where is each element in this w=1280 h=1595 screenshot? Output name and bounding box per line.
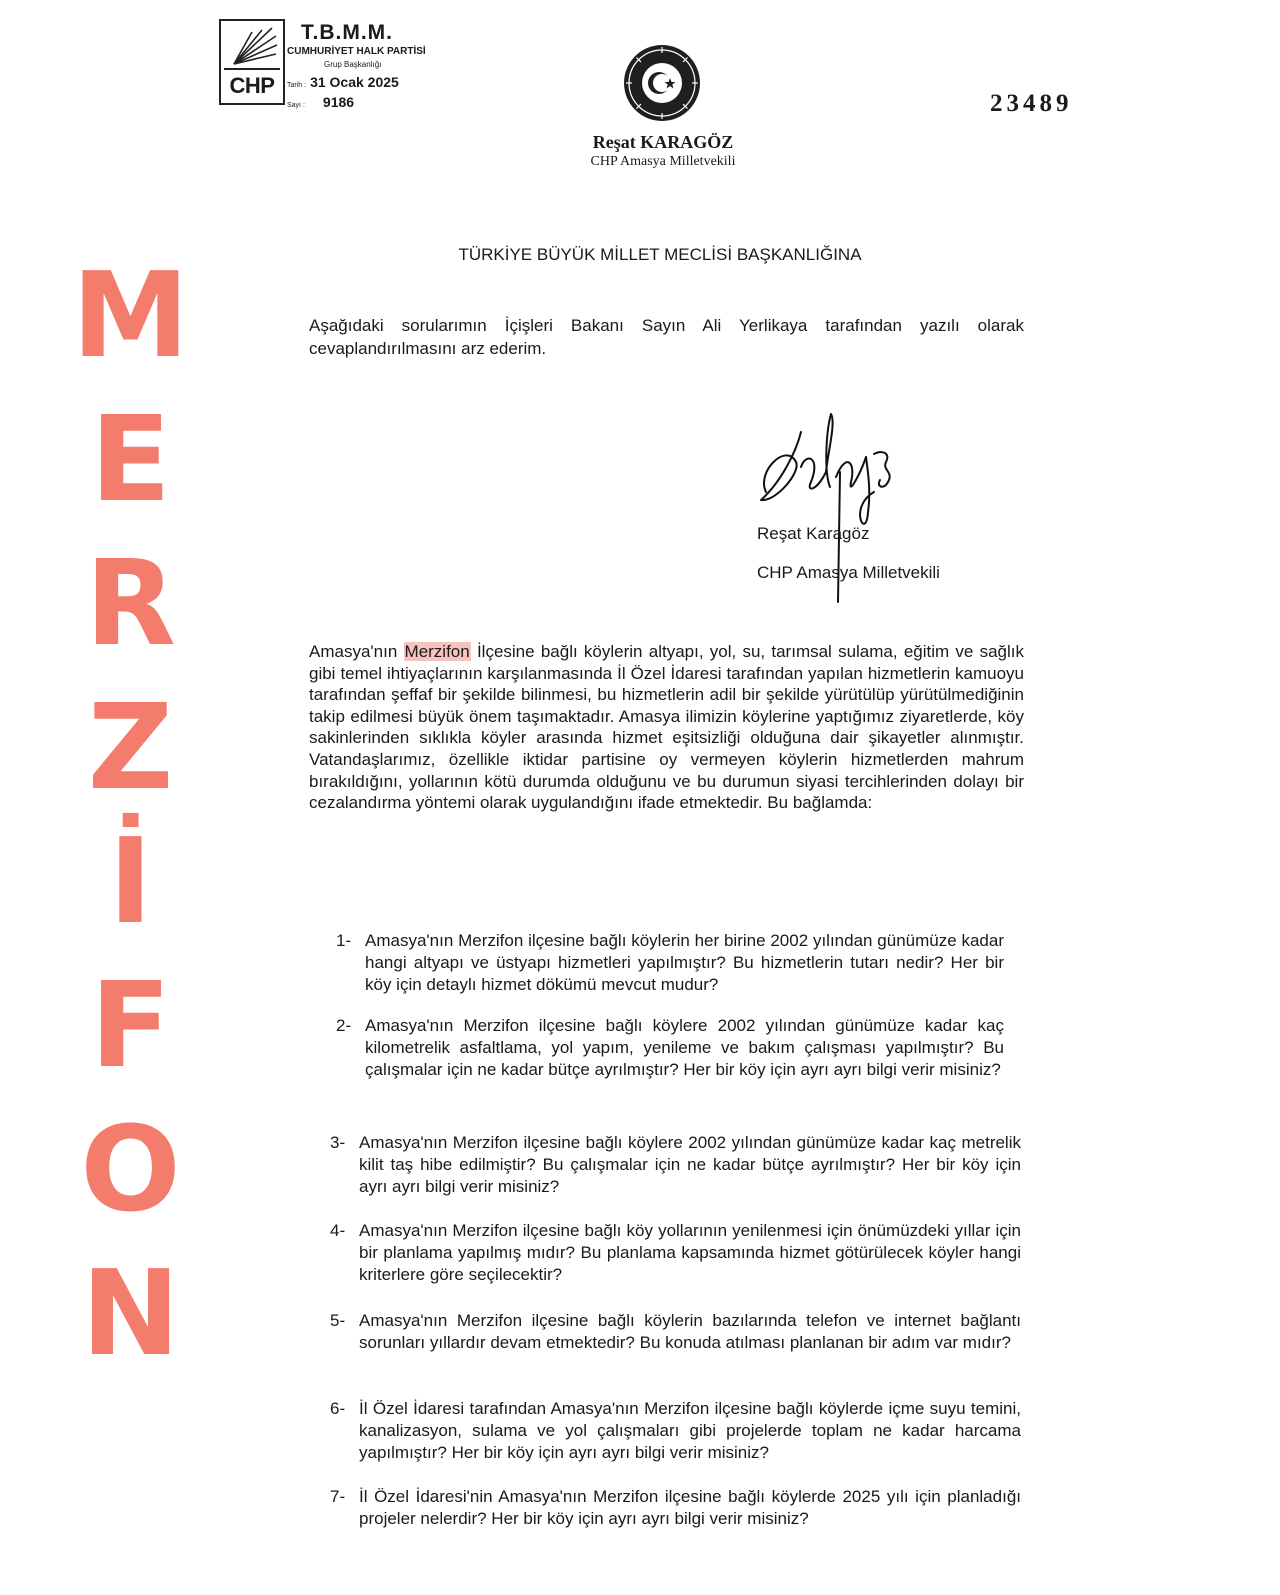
question-text: Amasya'nın Merzifon ilçesine bağlı köy yollarının yenilenmesi için önümüzdeki yıllar için bir planlama yapılmış mıdır? Bu planlama kapsamında hizmet götürülecek köyler hangi kriterlere göre seçilecektir? — [359, 1221, 1021, 1284]
question-number: 2- — [336, 1016, 352, 1035]
intro-paragraph: Aşağıdaki sorularımın İçişleri Bakanı Sayın Ali Yerlikaya tarafından yazılı olarak cevaplandırılmasını arz ederim. — [309, 316, 1024, 358]
question-item — [336, 1015, 1004, 1081]
registry-stamp — [219, 19, 429, 110]
highlighted-word: Merzifon — [404, 642, 470, 661]
stamp-number-row — [287, 94, 354, 110]
body-text: İlçesine bağlı köylerin altyapı, yol, su, tarımsal sulama, eğitim ve sağlık gibi temel ihtiyaçlarının karşılanmasında İl Özel İdaresi tarafından yapılan hizmetlerin kamuoyu tarafından şeffaf bir şekilde bilinmesi, bu hizmetlerin adil bir şekilde yürütülüp yürütülmediğinin takip edilmesi büyük önem taşımaktadır. Amasya ilimizin köylerine yaptığımız ziyaretlerde, köy sakinlerinden sıklıkla köyler arasında hizmet eşitsizliği olduğuna dair şikayetler alınmıştır. Vatandaşlarımız, özellikle iktidar partisine oy vermeyen köylerin hizmetlerden mahrum bırakıldığını, yollarının kötü durumda olduğunu ve bu durumun siyasi tercihlerinden dolayı bir cezalandırma yöntemi olarak uygulandığını ifade etmektedir. Bu bağlamda: — [309, 642, 1025, 813]
body-prefix: Amasya'nın — [309, 642, 404, 661]
question-item — [330, 1132, 1021, 1198]
side-title-letter: M — [71, 246, 190, 384]
stamp-institution: T.B.M.M. — [301, 21, 393, 44]
side-title-letter: E — [90, 390, 171, 528]
question-number: 7- — [330, 1487, 346, 1506]
mp-header — [560, 132, 766, 170]
side-title-letter: Z — [87, 678, 174, 816]
stamp-number: 9186 — [322, 94, 355, 110]
side-title-letter: O — [80, 1100, 181, 1238]
question-number: 5- — [330, 1311, 346, 1330]
question-item — [336, 930, 1004, 996]
stamp-date: 31 Ocak 2025 — [310, 74, 399, 90]
side-title-letter: F — [90, 956, 171, 1094]
chp-logo-text: CHP — [229, 73, 275, 98]
question-text: İl Özel İdaresi'nin Amasya'nın Merzifon ilçesine bağlı köylerde 2025 yılı için planladığı projeler nelerdir? Her bir köy için ayrı ayrı bilgi verir misiniz? — [359, 1487, 1021, 1528]
question-number: 1- — [336, 931, 352, 950]
stamp-group: Grup Başkanlığı — [324, 60, 382, 69]
question-number: 3- — [330, 1133, 346, 1152]
question-text: İl Özel İdaresi tarafından Amasya'nın Merzifon ilçesine bağlı köylerde içme suyu temini, kanalizasyon, sulama ve yol çalışmaları gibi projelerde toplam ne kadar harcama yapılmıştır? Her bir köy için ayrı ayrı bilgi verir misiniz? — [359, 1399, 1021, 1462]
six-arrows-icon — [224, 24, 280, 70]
signature-name: Reşat Karagöz — [757, 524, 870, 543]
stamp-number-label: Sayı : — [287, 102, 305, 109]
body-paragraph — [309, 641, 1024, 814]
question-number: 6- — [330, 1399, 346, 1418]
stamp-party: CUMHURİYET HALK PARTİSİ — [287, 46, 426, 57]
side-title-letter: R — [85, 534, 176, 672]
side-title-letter: N — [81, 1244, 180, 1382]
question-text: Amasya'nın Merzifon ilçesine bağlı köylerin bazılarında telefon ve internet bağlantı sorunları yıllardır devam etmektedir? Bu konuda atılması planlanan bir adım var mıdır? — [359, 1311, 1021, 1352]
question-item — [330, 1310, 1021, 1354]
question-text: Amasya'nın Merzifon ilçesine bağlı köylerin her birine 2002 yılından günümüze kadar hangi altyapı ve üstyapı hizmetleri yapılmıştır? Bu hizmetlerin tutarı nedir? Her bir köy için detaylı hizmet dökümü mevcut mudur? — [365, 931, 1004, 994]
stamp-date-row — [287, 74, 399, 90]
question-item — [330, 1486, 1021, 1530]
mp-name: Reşat KARAGÖZ — [592, 132, 734, 152]
chp-logo — [219, 19, 285, 105]
question-text: Amasya'nın Merzifon ilçesine bağlı köylere 2002 yılından günümüze kadar kaç kilometrelik asfaltlama, yol yapım, yenileme ve bakım çalışması yapılmıştır? Bu çalışmalar için ne kadar bütçe ayrılmıştır? Her bir köy için ayrı ayrı bilgi verir misiniz? — [365, 1016, 1004, 1079]
stamp-date-label: Tarih : — [287, 82, 307, 89]
question-item — [330, 1398, 1021, 1464]
question-item — [330, 1220, 1021, 1286]
mp-title: CHP Amasya Milletvekili — [590, 154, 736, 169]
document-number: 23489 — [990, 90, 1073, 117]
question-number: 4- — [330, 1221, 346, 1240]
tbmm-seal-icon — [622, 43, 702, 123]
side-title — [68, 230, 193, 1382]
signature-title: CHP Amasya Milletvekili — [757, 563, 940, 582]
question-text: Amasya'nın Merzifon ilçesine bağlı köylere 2002 yılından günümüze kadar kaç metrelik kilit taş hibe edilmiştir? Bu çalışmalar için ne kadar bütçe ayrılmıştır? Her bir köy için ayrı ayrı bilgi verir misiniz? — [359, 1133, 1021, 1196]
page-title: TÜRKİYE BÜYÜK MİLLET MECLİSİ BAŞKANLIĞINA — [458, 245, 862, 264]
side-title-letter: İ — [108, 812, 153, 950]
